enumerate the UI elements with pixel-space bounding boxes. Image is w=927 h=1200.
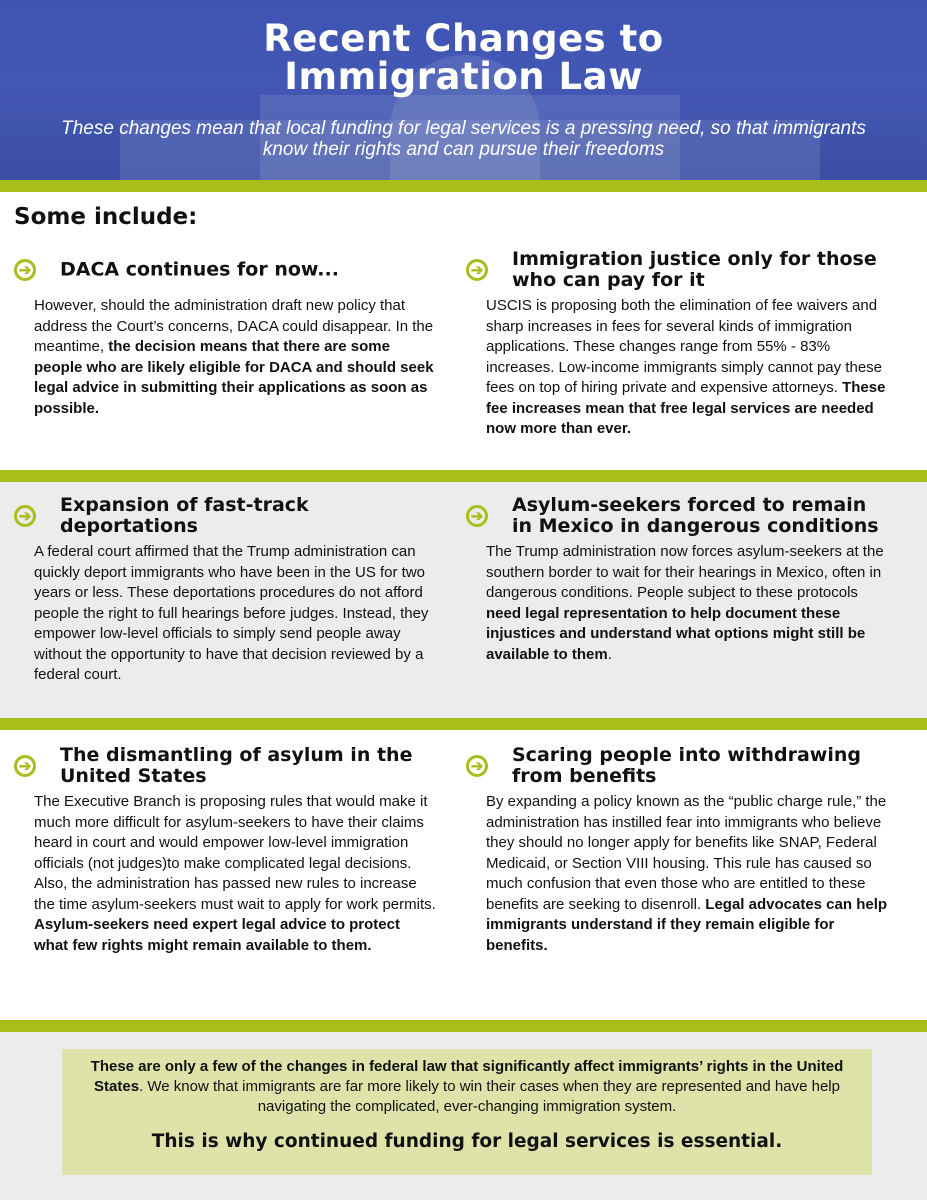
card-title: Scaring people into withdrawing from benefits <box>512 744 861 787</box>
footer-callout <box>62 1049 872 1175</box>
card-emphasis: need legal representation to help document these injustices and understand what options might still be available to them <box>486 604 866 663</box>
arrow-circle-icon: ➔ <box>14 259 36 281</box>
card-emphasis: Legal advocates can help immigrants understand if they remain eligible for benefits. <box>486 895 888 954</box>
card-body <box>486 792 890 956</box>
card-header <box>14 740 434 792</box>
page-title <box>0 17 927 98</box>
card-emphasis: These fee increases mean that free legal services are needed now more than ever. <box>486 379 886 437</box>
title-line-1: Recent Changes to <box>263 17 664 60</box>
card-text: The Executive Branch is proposing rules that would make it much more difficult for asylum-seekers to have their claims heard in court and would empower low-level immigration officials (not judges)to make complicated legal decisions. Also, the administration has passed new rules to increase the time asylum-seekers must wait to apply for work permits. <box>34 793 436 913</box>
arrow-circle-icon: ➔ <box>14 755 36 777</box>
card-text-tail: . <box>607 645 612 663</box>
footer-emphasis: This is why continued funding for legal services is essential. <box>151 1131 783 1152</box>
card-text: The Trump administration now forces asylum-seekers at the southern border to wait for their hearings in Mexico, often in dangerous conditions. People subject to these protocols <box>486 543 884 601</box>
card-body <box>34 296 438 419</box>
card-title: DACA continues for now... <box>60 258 339 281</box>
card-emphasis: Asylum-seekers need expert legal advice to protect what few rights might remain available to them. <box>34 916 400 954</box>
card-text: USCIS is proposing both the elimination of fee waivers and sharp increases in fees for several kinds of immigration applications. These changes range from 55% - 83% increases. Low-income immigrants simply cannot pay these fees on top of hiring private and expensive attorneys. <box>486 297 882 396</box>
card-fees <box>466 244 886 440</box>
card-header <box>14 490 434 542</box>
divider-band <box>0 470 927 482</box>
card-body <box>486 296 890 440</box>
title-line-2: Immigration Law <box>284 55 643 98</box>
card-title: Immigration justice only for those who can pay for it <box>512 248 877 291</box>
footer-rest: . We know that immigrants are far more likely to win their cases when they are represented and have help navigating the complicated, ever-changing immigration system. <box>139 1078 840 1115</box>
arrow-circle-icon: ➔ <box>466 755 488 777</box>
card-header <box>14 244 434 296</box>
header-banner <box>0 0 927 180</box>
card-body <box>34 792 438 956</box>
card-remain-in-mexico <box>466 490 886 665</box>
card-body <box>486 542 890 665</box>
card-text: By expanding a policy known as the “public charge rule,” the administration has instilled fear into immigrants who believe they should no longer apply for benefits like SNAP, Federal Medicaid, or Section VIII housing. This rule has caused so much confusion that even those who are entitled to these benefits are seeking to disenroll. <box>486 793 887 913</box>
arrow-circle-icon: ➔ <box>466 505 488 527</box>
section-heading: Some include: <box>14 204 198 230</box>
card-header <box>466 490 886 542</box>
header-subtitle: These changes mean that local funding for legal services is a pressing need, so that immigrants know their rights and can pursue their freedoms <box>61 118 866 160</box>
card-text: However, should the administration draft new policy that address the Court’s concerns, DACA could disappear. In the meantime, <box>34 297 434 355</box>
arrow-circle-icon: ➔ <box>14 505 36 527</box>
card-deportations <box>14 490 434 686</box>
card-text: A federal court affirmed that the Trump administration can quickly deport immigrants who have been in the US for two years or less. These deportations procedures do not afford people the right to full hearings before judges. Instead, they empower low-level officials to simply send people away without the opportunity to have that decision reviewed by a federal court. <box>34 543 429 683</box>
footer-text <box>78 1057 856 1117</box>
card-header <box>466 740 886 792</box>
divider-band <box>0 1020 927 1032</box>
card-header <box>466 244 886 296</box>
card-emphasis: the decision means that there are some people who are likely eligible for DACA and should seek legal advice in submitting their applications as soon as possible. <box>34 338 434 417</box>
card-title: The dismantling of asylum in the United States <box>60 744 413 787</box>
card-asylum <box>14 740 434 956</box>
card-title: Expansion of fast-track deportations <box>60 494 309 537</box>
card-daca <box>14 244 434 419</box>
divider-band <box>0 180 927 192</box>
arrow-circle-icon: ➔ <box>466 259 488 281</box>
card-public-charge <box>466 740 886 956</box>
divider-band <box>0 718 927 730</box>
card-body <box>34 542 438 686</box>
card-title: Asylum-seekers forced to remain in Mexico in dangerous conditions <box>512 494 879 537</box>
footer-bold-lead: These are only a few of the changes in federal law that significantly affect immigrants’ rights in the United States <box>90 1058 844 1095</box>
